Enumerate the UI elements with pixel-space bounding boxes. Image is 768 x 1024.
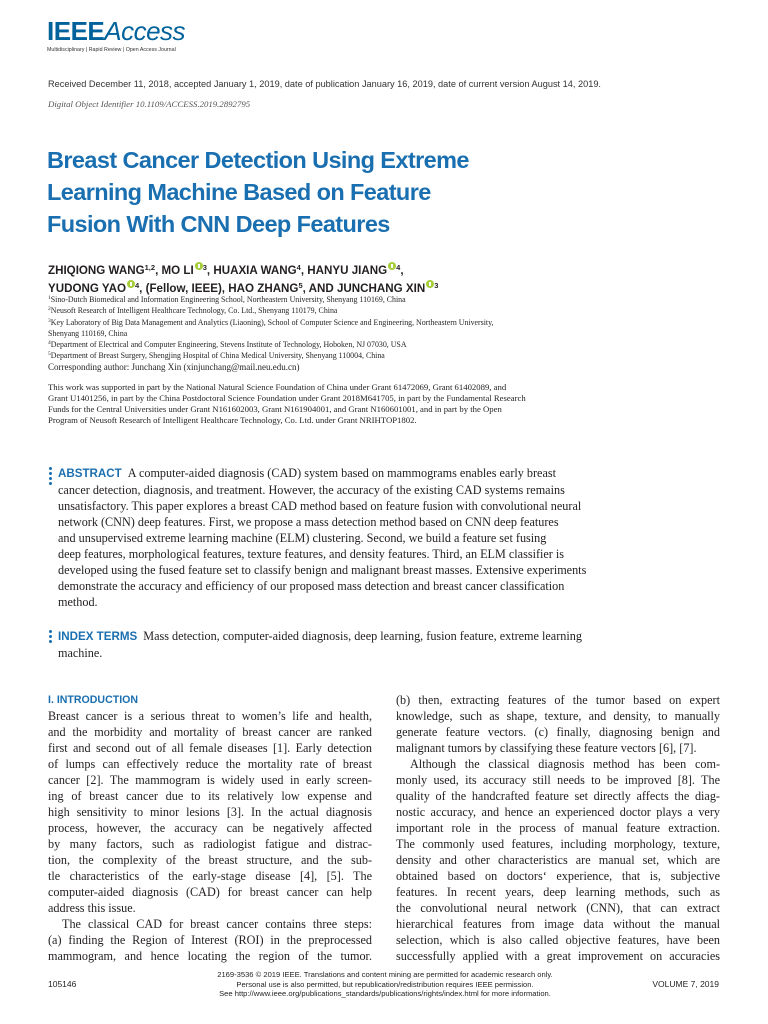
- corresponding-author: Corresponding author: Junchang Xin (xinjunchang@mail.neu.edu.cn): [48, 362, 300, 372]
- body-line: cancer [2]. The mammogram is widely used in early screen-: [48, 773, 372, 787]
- affiliation-ref: 5: [298, 281, 303, 290]
- affiliation-ref: 4: [396, 263, 401, 272]
- body-line: successfully applied with a great improvement on accuracies: [396, 949, 720, 963]
- affiliation-number: 5: [48, 351, 51, 358]
- body-line: generate feature vectors. (c) finally, diagnosing benign and: [396, 725, 720, 739]
- body-column-right: [396, 692, 720, 964]
- affiliation: [48, 317, 608, 328]
- abstract-keyword: ABSTRACT: [58, 467, 122, 480]
- affiliation: [48, 294, 608, 305]
- body-line: process, however, the accuracy can be negatively affected: [48, 821, 372, 835]
- affiliation-text: Department of Breast Surgery, Shengjing Hospital of China Medical University, Shenyang 110004, China: [50, 351, 385, 361]
- index-terms-line: machine.: [58, 646, 103, 660]
- paper-title: [47, 144, 587, 240]
- body-line: by many factors, such as radiologist fatigue and distrac-: [48, 837, 372, 851]
- body-line: knowledge, such as shape, texture, and density, to manually: [396, 709, 720, 723]
- body-line: high sensitivity to minor lesions [3]. In the actual diagnosis: [48, 805, 372, 819]
- body-line: selection, which is also called objective features, have been: [396, 933, 720, 947]
- abstract-line: unsatisfactory. This paper explores a breast CAD method based on feature fusion with convolutional neural: [58, 499, 582, 513]
- section-heading: I. INTRODUCTION: [48, 694, 139, 706]
- license-line: 2169-3536 © 2019 IEEE. Translations and content mining are permitted for academic research only.: [217, 970, 553, 979]
- author-name: ZHIQIONG WANG: [48, 264, 145, 277]
- orcid-icon[interactable]: [195, 262, 203, 270]
- license-line: Personal use is also permitted, but republication/redistribution requires IEEE permission.: [236, 979, 534, 989]
- affiliation-ref: 1,2: [144, 263, 156, 272]
- affiliation: [48, 339, 608, 350]
- abstract: [58, 465, 728, 610]
- body-line: ing of breast cancer due to its relatively low expense and: [48, 789, 372, 803]
- author-name: , HANYU JIANG: [300, 264, 388, 277]
- license-line[interactable]: See http://www.ieee.org/publications_standards/publications/rights/index.html for more information.: [219, 989, 551, 999]
- affiliation-ref: 4: [134, 281, 140, 290]
- body-line: malignant tumors by classifying these feature vectors [6], [7].: [396, 741, 697, 755]
- body-column-left: [48, 692, 372, 964]
- funding-line: Funds for the Central Universities under Grant N161602003, Grant N161904001, and Grant N160601001, and in part by the Open: [48, 404, 502, 415]
- volume-label: VOLUME 7, 2019: [652, 979, 719, 989]
- title-line: Breast Cancer Detection Using Extreme: [47, 147, 469, 173]
- index-terms-marker-icon: [49, 630, 53, 645]
- funding-line: This work was supported in part by the National Natural Science Foundation of China under Grant 61472069, Grant 61402089, and: [48, 382, 507, 392]
- author-list: [48, 262, 668, 298]
- abstract-line: developed using the fused feature set to classify benign and malignant breast masses. Extensive experiments: [58, 563, 587, 577]
- affiliation: [48, 305, 608, 316]
- doi: Digital Object Identifier 10.1109/ACCESS.2019.2892795: [48, 99, 251, 109]
- affiliation-ref: 4: [296, 263, 301, 272]
- index-terms-keyword: INDEX TERMS: [58, 630, 138, 643]
- body-line: hierarchical features from image data without the manual: [396, 917, 720, 931]
- affiliation-text: Key Laboratory of Big Data Management and Analytics (Liaoning), School of Computer Science and Engineering, Northeastern University,: [50, 317, 494, 327]
- body-line: important role in the process of manual feature extraction.: [396, 821, 720, 835]
- abstract-line: deep features, morphological features, texture features, and density features. Third, an ELM classifier is: [58, 547, 565, 561]
- affiliation-text: Neusoft Research of Intelligent Healthcare Technology, Co. Ltd., Shenyang 110179, China: [50, 306, 338, 316]
- author-name: YUDONG YAO: [48, 282, 126, 295]
- body-line: monly used, its accuracy still needs to be improved [8]. The: [396, 773, 720, 787]
- abstract-line: method.: [58, 595, 98, 609]
- body-line: Although the classical diagnosis method has been com-: [410, 757, 720, 771]
- body-line: obtained based on doctors‘ experience, that is, subjective: [396, 869, 720, 883]
- abstract-marker-icon: [49, 467, 53, 487]
- orcid-icon[interactable]: [127, 280, 135, 288]
- body-line: Breast cancer is a serious threat to women’s life and health,: [48, 709, 372, 723]
- body-line: The classical CAD for breast cancer contains three steps:: [62, 917, 372, 931]
- body-line: The commonly used features, including morphology, texture,: [396, 837, 720, 851]
- affiliations: [48, 294, 608, 362]
- index-terms: [58, 628, 728, 661]
- affiliation-number: 3: [48, 317, 51, 324]
- body-line: quality of the handcrafted feature set directly affects the diag-: [396, 789, 720, 803]
- author-name: , AND JUNCHANG XIN: [302, 282, 426, 295]
- body-line: computer-aided diagnosis (CAD) for breast cancer can help: [48, 885, 372, 899]
- author-name: , (Fellow, IEEE), HAO ZHANG: [139, 282, 299, 295]
- received-dates: Received December 11, 2018, accepted January 1, 2019, date of publication January 16, 2019, date of current version August 14, 2019.: [48, 79, 601, 89]
- body-line: the convolutional neural network (CNN), that can extract: [396, 901, 720, 915]
- author-separator: ,: [400, 264, 404, 277]
- ieee-access-logo: [47, 18, 247, 58]
- title-line: Fusion With CNN Deep Features: [47, 211, 390, 237]
- abstract-line: network (CNN) deep features. First, we propose a mass detection method based on CNN deep features: [58, 515, 559, 529]
- title-line: Learning Machine Based on Feature: [47, 179, 431, 205]
- logo-brand-italic: Access: [104, 16, 186, 46]
- author-line: [48, 262, 668, 280]
- author-name: , HUAXIA WANG: [206, 264, 297, 277]
- affiliation-text: Shenyang 110169, China: [48, 328, 128, 338]
- affiliation-number: 1: [48, 295, 51, 301]
- body-line: tion, the complexity of the breast structure, and the sub-: [48, 853, 372, 867]
- page-number: 105146: [48, 979, 77, 989]
- abstract-line: demonstrate the accuracy and efficiency of our proposed mass detection and breast cancer classification: [58, 579, 565, 593]
- body-line: mammogram, and hence locating the region of the tumor.: [48, 949, 372, 963]
- index-terms-text: Mass detection, computer-aided diagnosis, deep learning, fusion feature, extreme learning: [143, 629, 582, 643]
- logo-brand-bold: IEEE: [47, 16, 105, 46]
- orcid-icon[interactable]: [388, 262, 396, 270]
- affiliation-ref: 3: [202, 263, 207, 272]
- abstract-line: cancer detection, diagnosis, and treatment. However, the accuracy of the existing CAD systems remains: [58, 483, 565, 497]
- affiliation-text: Department of Electrical and Computer Engineering, Stevens Institute of Technology, Hoboken, NJ 07030, USA: [50, 340, 407, 350]
- funding-line: Program of Neusoft Research of Intelligent Healthcare Technology, Co. Ltd. under Grant NRIHTOP1802.: [48, 415, 417, 426]
- body-line: address this issue.: [48, 901, 136, 915]
- affiliation-text: Sino-Dutch Biomedical and Information Engineering School, Northeastern University, Shenyang 110169, China: [50, 295, 406, 304]
- funding-statement: [48, 382, 628, 426]
- affiliation-number: 2: [48, 306, 51, 313]
- author-name: , MO LI: [155, 264, 194, 277]
- body-line: of lumps can effectively reduce the mortality rate of breast: [48, 757, 372, 771]
- affiliation: [48, 328, 608, 339]
- affiliation: [48, 350, 608, 361]
- body-line: (a) finding the Region of Interest (ROI) in the preprocessed: [48, 933, 372, 947]
- body-line: features. In recent years, deep learning methods, such as: [396, 885, 720, 899]
- body-line: first and second out of all female diseases [1]. Early detection: [48, 741, 372, 755]
- body-line: (b) then, extracting features of the tumor based on expert: [396, 693, 720, 707]
- funding-line: Grant U1401256, in part by the China Postdoctoral Science Foundation under Grant 2018M641705, in part by the Fundamental Research: [48, 393, 526, 404]
- abstract-line: and unsupervised extreme learning machine (ELM) clustering. Second, we build a feature set fusing: [58, 531, 547, 545]
- index-terms-line: [58, 628, 728, 645]
- body-line: tle characteristics of the early-stage disease [4], [5]. The: [48, 869, 372, 883]
- body-line: density and other characteristics are manual set, which are: [396, 853, 720, 867]
- abstract-line: [58, 465, 728, 482]
- body-line: nostic accuracy, and hence an experienced doctor plays a very: [396, 805, 720, 819]
- body-line: and the morbidity and mortality of breast cancer are ranked: [48, 725, 372, 739]
- logo-tagline: Multidisciplinary | Rapid Review | Open Access Journal: [47, 47, 176, 53]
- abstract-text: A computer-aided diagnosis (CAD) system based on mammograms enables early breast: [127, 466, 557, 480]
- affiliation-ref: 3: [434, 281, 439, 290]
- affiliation-number: 4: [48, 340, 51, 347]
